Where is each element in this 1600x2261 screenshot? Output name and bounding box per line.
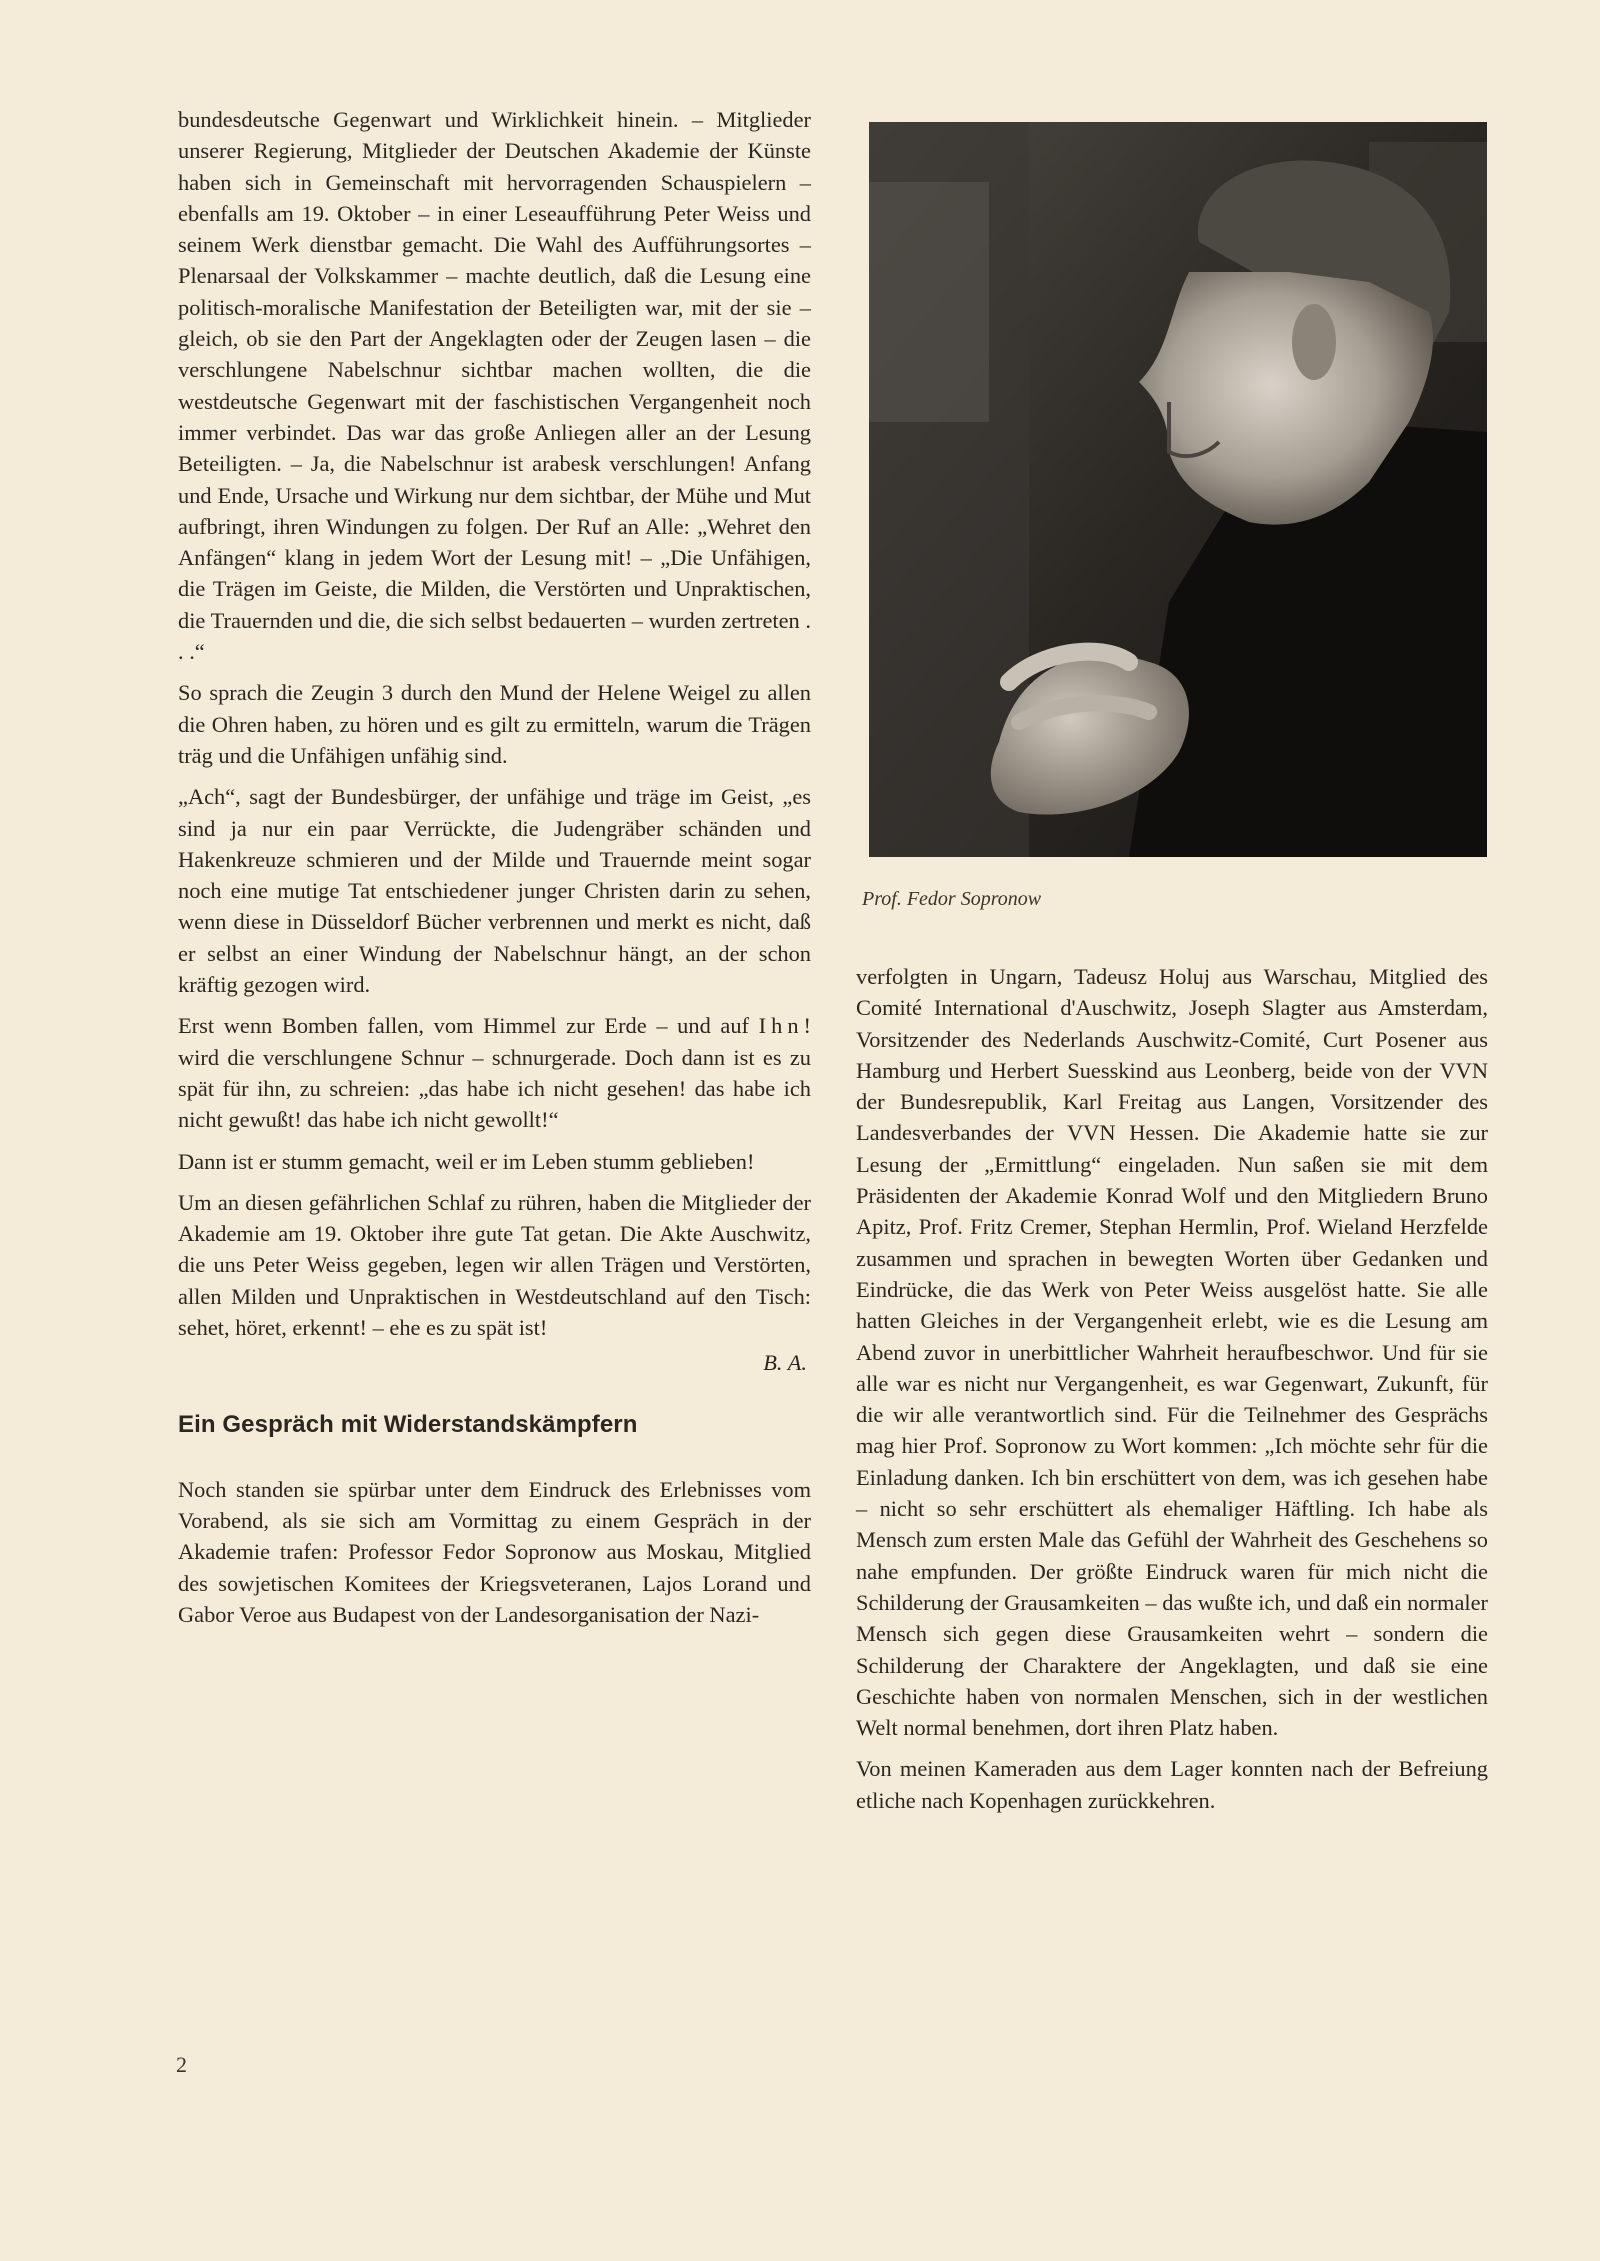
emphasized-word: Ihn [758,1013,804,1039]
paragraph: bundesdeutsche Gegenwart und Wirklichkeit hinein. – Mitglieder unserer Regierung, Mitglieder der Deutschen Akademie der Künste haben sich in Gemeinschaft mit hervorragenden Schauspielern – ebenfalls am 19. Oktober – in einer Leseaufführung Peter Weiss und seinem Werk dienstbar gemacht. Die Wahl des Aufführungsortes – Plenarsaal der Volkskammer – machte deutlich, daß die Lesung eine politisch-moralische Manifestation der Beteiligten war, mit der sie – gleich, ob sie den Part der Angeklagten oder der Zeugen lasen – die verschlungene Nabelschnur sichtbar machen wollten, die die westdeutsche Gegenwart mit der faschistischen Vergangenheit noch immer verbindet. Das war das große Anliegen aller an der Lesung Beteiligten. – Ja, die Nabelschnur ist arabesk verschlungen! Anfang und Ende, Ursache und Wirkung nur dem sichtbar, der Mühe und Mut aufbringt, ihren Windungen zu folgen. Der Ruf an Alle: „Wehret den Anfängen“ klang in jedem Wort der Lesung mit! – „Die Unfähigen, die Trägen im Geiste, die Milden, die Verstörten und Unpraktischen, die Trauernden und die, die sich selbst bedauerten – wurden zertreten . . .“ [178,107,811,665]
paragraph: „Ach“, sagt der Bundesbürger, der unfähige und träge im Geist, „es sind ja nur ein paar Verrückte, die Judengräber schänden und Hakenkreuze schmieren und der Milde und Trauernde meint sogar noch eine mutige Tat entschiedener junger Christen darin zu sehen, wenn diese in Düsseldorf Bücher verbrennen und merkt es nicht, daß er selbst an einer Windung der Nabelschnur hängt, an der schon kräftig gezogen wird. [178,784,811,998]
portrait-image [869,122,1487,857]
paragraph-text: Erst wenn Bomben fallen, vom Himmel zur Erde – und auf [178,1013,759,1039]
paragraph [178,1010,811,1135]
paragraph-text: ! wird die verschlungene Schnur – schnurgerade. Doch dann ist es zu spät für ihn, zu schreien: „das habe ich nicht gesehen! das habe ich nicht gewußt! das habe ich nicht gewollt!“ [178,1013,811,1133]
page-number: 2 [176,2052,187,2077]
paragraph: Dann ist er stumm gemacht, weil er im Leben stumm geblieben! [178,1148,755,1174]
photo-caption: Prof. Fedor Sopronow [862,888,1042,910]
author-signature: B. A. [763,1350,807,1376]
paragraph: So sprach die Zeugin 3 durch den Mund der Helene Weigel zu allen die Ohren haben, zu hören und es gilt zu ermitteln, warum die Trägen träg und die Unfähigen unfähig sind. [178,680,811,768]
section-heading: Ein Gespräch mit Widerstandskämpfern [178,1410,638,1438]
paragraph: verfolgten in Ungarn, Tadeusz Holuj aus Warschau, Mitglied des Comité International d'Auschwitz, Joseph Slagter aus Amsterdam, Vorsitzender des Nederlands Auschwitz-Comité, Curt Posener aus Hamburg und Herbert Suesskind aus Leonberg, beide von der VVN der Bundesrepublik, Karl Freitag aus Langen, Vorsitzender des Landesverbandes der VVN Hessen. Die Akademie hatte sie zur Lesung der „Ermittlung“ eingeladen. Nun saßen sie mit dem Präsidenten der Akademie Konrad Wolf und den Mitgliedern Bruno Apitz, Prof. Fritz Cremer, Stephan Hermlin, Prof. Wieland Herzfelde zusammen und sprachen in bewegten Worten über Gedanken und Eindrücke, die das Werk von Peter Weiss ausgelöst hatte. Sie alle hatten Gleiches in der Vergangenheit erlebt, wie es die Lesung am Abend zuvor in unerbittlicher Wahrheit heraufbeschwor. Und für sie alle war es nicht nur Vergangenheit, es war Gegenwart, Zukunft, für die wir alle verantwortlich sind. Für die Teilnehmer des Gesprächs mag hier Prof. Sopronow zu Wort kommen: „Ich möchte sehr für die Einladung danken. Ich bin erschüttert von dem, was ich gesehen habe – nicht so sehr erschüttert als ehemaliger Häftling. Ich habe als Mensch zum ersten Male das Gefühl der Wahrheit des Geschehens so nahe empfunden. Der größte Eindruck waren für mich nicht die Schilderung der Grausamkeiten – das wußte ich, und daß ein normaler Mensch sich gegen diese Grausamkeiten wehrt – sondern die Schilderung der Charaktere der Angeklagten, und daß sie eine Geschichte haben von normalen Menschen, sich in der westlichen Welt normal benehmen, dort ihren Platz haben. [856,964,1488,1741]
paragraph: Um an diesen gefährlichen Schlaf zu rühren, haben die Mitglieder der Akademie am 19. Oktober ihre gute Tat getan. Die Akte Auschwitz, die uns Peter Weiss gegeben, legen wir allen Trägen und Verstörten, allen Milden und Unpraktischen in Westdeutschland auf den Tisch: sehet, höret, erkennt! – ehe es zu spät ist! [178,1189,811,1340]
portrait-photo [869,122,1487,857]
paragraph: Von meinen Kameraden aus dem Lager konnten nach der Befreiung etliche nach Kopenhagen zurückkehren. [856,1756,1488,1813]
paragraph: Noch standen sie spürbar unter dem Eindruck des Erlebnisses vom Vorabend, als sie sich am Vormittag zu einem Gespräch in der Akademie trafen: Professor Fedor Sopronow aus Moskau, Mitglied des sowjetischen Komitees der Kriegsveteranen, Lajos Lorand und Gabor Veroe aus Budapest von der Landesorganisation der Nazi- [178,1476,811,1628]
left-column [178,104,811,1640]
right-column [856,961,1488,1826]
